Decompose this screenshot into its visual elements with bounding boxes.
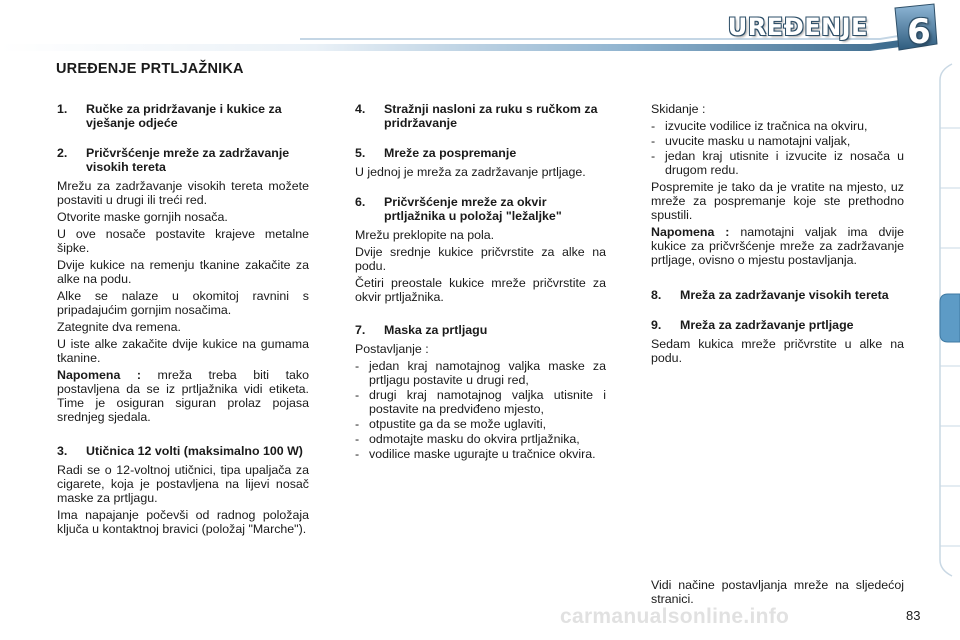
item-5-paragraph: U jednoj je mreža za zadržavanje prtljage. <box>355 165 586 179</box>
item-2-heading <box>57 146 309 174</box>
item-3-title: Utičnica 12 volti (maksimalno 100 W) <box>86 444 303 458</box>
chapter-tab-active <box>940 294 960 342</box>
item-7-paragraph: Pospremite je tako da je vratite na mjesto, uz mreže za pospremanje koje ste prethodno spustili. <box>651 180 904 222</box>
item-2-title: Pričvršćenje mreže za zadržavanje visokih tereta <box>86 146 290 174</box>
removal-label: Skidanje : <box>651 102 706 116</box>
install-label: Postavljanje : <box>355 342 429 356</box>
item-7-note <box>651 225 904 267</box>
item-2-paragraph: U iste alke zakačite dvije kukice na gumama tkanine. <box>57 337 309 365</box>
chapter-title: UREĐENJE <box>727 13 868 41</box>
item-2-paragraph: Alke se nalaze u okomitoj ravnini s pripadajućim gornjim nosačima. <box>57 289 309 317</box>
item-2-paragraph: Otvorite maske gornjih nosača. <box>57 210 228 224</box>
item-5-title: Mreže za pospremanje <box>384 146 517 160</box>
item-2-paragraph: Zategnite dva remena. <box>57 320 181 334</box>
item-3-paragraph: Ima napajanje počevši od radnog položaja ključa u kontaktnoj bravici (položaj "Marche"). <box>57 508 309 536</box>
item-1-title: Ručke za pridržavanje i kukice za vješanje odjeće <box>86 102 282 130</box>
item-9-number: 9. <box>651 318 662 332</box>
item-2-number: 2. <box>57 146 68 160</box>
item-5-heading <box>355 146 606 160</box>
item-2-paragraph: Mrežu za zadržavanje visokih tereta možete postaviti u drugi ili treći red. <box>57 179 309 207</box>
chapter-number-badge: 6 <box>907 12 931 52</box>
item-7-number: 7. <box>355 323 366 337</box>
item-1-heading <box>57 102 309 130</box>
note-label: Napomena : <box>57 368 141 382</box>
watermark: carmanualsonline.info <box>560 605 790 628</box>
install-steps-list <box>355 359 606 461</box>
item-1-number: 1. <box>57 102 68 116</box>
item-6-heading <box>355 195 606 223</box>
item-3-heading <box>57 444 309 458</box>
item-6-paragraph: Mrežu preklopite na pola. <box>355 228 495 242</box>
list-item: - izvucite vodilice iz tračnica na okviru, <box>651 119 904 133</box>
item-6-title: Pričvršćenje mreže za okvir prtljažnika u položaj "ležaljke" <box>384 195 562 223</box>
page-number: 83 <box>906 608 921 623</box>
list-item: - otpustite ga da se može uglaviti, <box>355 417 606 431</box>
list-item: - jedan kraj namotajnog valjka maske za prtljagu postavite u drugi red, <box>355 359 606 387</box>
item-4-heading <box>355 102 606 130</box>
item-9-title: Mreža za zadržavanje prtljage <box>680 318 854 332</box>
item-8-heading <box>651 288 904 302</box>
list-item: - drugi kraj namotajnog valjka utisnite i postavite na predviđeno mjesto, <box>355 388 606 416</box>
item-8-number: 8. <box>651 288 662 302</box>
column-1 <box>57 102 309 539</box>
list-item: - odmotajte masku do okvira prtljažnika, <box>355 432 606 446</box>
item-2-note <box>57 368 309 424</box>
note-text: namotajni valjak ima dvije kukice za pričvršćenje mreže za zadržavanje prtljage, ovisno o mjestu postavljanja. <box>651 225 904 267</box>
item-6-paragraph: Dvije srednje kukice pričvrstite za alke na podu. <box>355 245 606 273</box>
item-5-number: 5. <box>355 146 366 160</box>
item-6-paragraph: Četiri preostale kukice mreže pričvrstite za okvir prtljažnika. <box>355 276 606 304</box>
column-2 <box>355 102 606 464</box>
list-item: - jedan kraj utisnite i izvucite iz nosača u drugom redu. <box>651 149 904 177</box>
item-2-paragraph: U ove nosače postavite krajeve metalne šipke. <box>57 227 309 255</box>
note-label: Napomena : <box>651 225 730 239</box>
item-9-paragraph: Sedam kukica mreže pričvrstite u alke na podu. <box>651 337 904 365</box>
section-title: UREĐENJE PRTLJAŽNIKA <box>56 61 244 77</box>
footer-note: Vidi načine postavljanja mreže na sljedećoj stranici. <box>651 578 904 606</box>
item-7-title: Maska za prtljagu <box>384 323 488 337</box>
item-8-title: Mreža za zadržavanje visokih tereta <box>680 288 889 302</box>
note-text: mreža treba biti tako postavljena da se iz prtljažnika vidi etiketa. Time je osiguran siguran prolaz pojasa srednjeg sjedala. <box>57 368 309 424</box>
removal-steps-list <box>651 119 904 177</box>
list-item: - uvucite masku u namotajni valjak, <box>651 134 904 148</box>
item-4-title: Stražnji nasloni za ruku s ručkom za pridržavanje <box>384 102 598 130</box>
item-7-heading <box>355 323 606 337</box>
item-3-number: 3. <box>57 444 68 458</box>
item-2-paragraph: Dvije kukice na remenju tkanine zakačite za alke na podu. <box>57 258 309 286</box>
chapter-tabs <box>926 60 960 580</box>
column-3 <box>651 102 904 368</box>
item-9-heading <box>651 318 904 332</box>
list-item: - vodilice maske ugurajte u tračnice okvira. <box>355 447 606 461</box>
item-3-paragraph: Radi se o 12-voltnoj utičnici, tipa upaljača za cigarete, koja je postavljena na lijevi nosač maske za prtljagu. <box>57 463 309 505</box>
item-6-number: 6. <box>355 195 366 209</box>
item-4-number: 4. <box>355 102 366 116</box>
